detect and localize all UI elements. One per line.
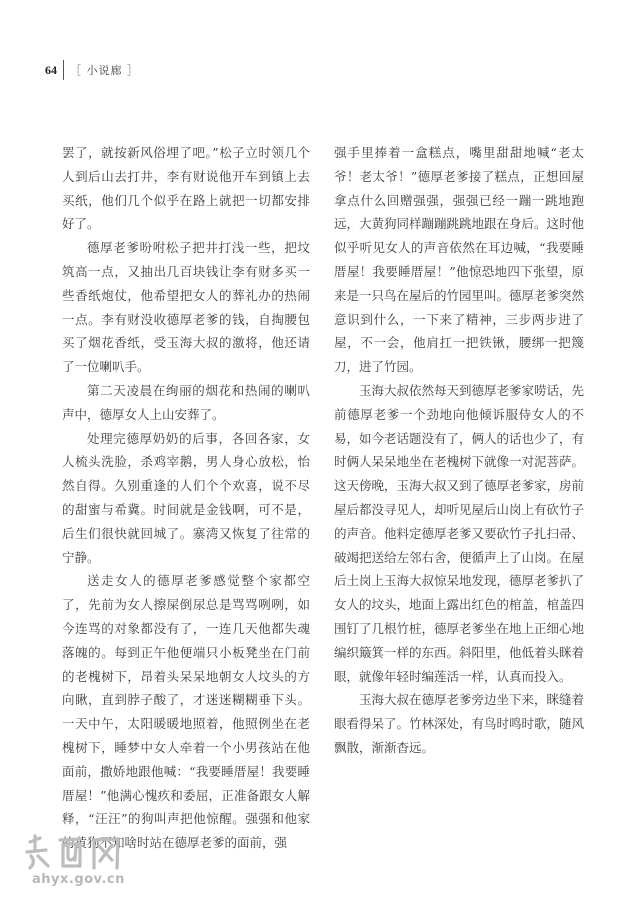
watermark-logo-icon bbox=[22, 832, 126, 872]
paragraph: 送走女人的德厚老爹感觉整个家都空了，先前为女人擦屎倒尿总是骂骂咧咧，如今连骂的对象都没有了，一连几天他都失魂落魄的。每到正午他便端只小板凳坐在门前的老槐树下，昂着头呆呆地朝女人坟头的方向瞅，直到脖子酸了，才迷迷糊糊垂下头。一天中午，太阳暖暖地照着，他照例坐在老槐树下，睡梦中女人牵着一个小男孩站在他面前，撒娇地跟他喊：“我要睡厝屋！我要睡厝屋！”他满心愧疚和委屈，正准备跟女人解释，“汪汪”的狗叫声把他惊醒。强强和他家的黄狗不知啥时站在德厚老爹的面前，强 bbox=[62, 573, 310, 851]
paragraph: 罢了，就按新风俗埋了吧。”松子立时领几个人到后山去打井，李有财说他开车到镇上去买纸，他们几个似乎在路上就把一切都安排好了。 bbox=[62, 145, 310, 232]
paragraph: 第二天凌晨在绚丽的烟花和热闹的喇叭声中，德厚女人上山安葬了。 bbox=[62, 382, 310, 422]
section-label: ［ 小说廊 ］ bbox=[70, 64, 139, 77]
paragraph: 处理完德厚奶奶的后事，各回各家，女人梳头洗脸，杀鸡宰鹅，男人身心放松，怡然自得。久别重逢的人们个个欢喜，说不尽的甜蜜与希冀。时间就是金钱啊，可不是，后生们很快就回城了。寨湾又恢复了往常的宁静。 bbox=[62, 430, 310, 565]
paragraph: 强手里捧着一盒糕点，嘴里甜甜地喊“老太爷！老太爷！”德厚老爹接了糕点，正想回屋拿点什么回赠强强，强强已经一蹦一跳地跑远，大黄狗同样蹦蹦跳跳地跟在身后。这时他似乎听见女人的声音依然在耳边喊，“我要睡厝屋！我要睡厝屋！”他惊恐地四下张望，原来是一只鸟在屋后的竹园里叫。德厚老爹突然意识到什么，一下来了精神，三步两步进了屋，不一会，他肩扛一把铁锹，腰绑一把篾刀，进了竹园。 bbox=[334, 145, 585, 375]
site-watermark bbox=[22, 832, 142, 892]
paragraph: 玉海大叔在德厚老爹旁边坐下来，眯缝着眼看得呆了。竹林深处，有鸟时鸣时歌，随风飘散，渐渐杳远。 bbox=[334, 692, 585, 755]
header-divider bbox=[63, 60, 64, 80]
right-column bbox=[334, 141, 584, 760]
watermark-url: ahyx.gov.cn bbox=[32, 872, 125, 887]
page-number: 64 bbox=[45, 62, 57, 77]
paragraph: 德厚老爹吩咐松子把井打浅一些，把坟筑高一点，又抽出几百块钱让李有财多买一些香纸炮仗，他希望把女人的葬礼办的热闹一点。李有财没收德厚老爹的钱，自掏腰包买了烟花香纸，受玉海大叔的激将，他还请了一位喇叭手。 bbox=[62, 240, 310, 375]
left-column bbox=[62, 141, 310, 855]
page-header bbox=[45, 60, 139, 80]
paragraph: 玉海大叔依然每天到德厚老爹家唠话，先前德厚老爹一个劲地向他倾诉服侍女人的不易，如今老话题没有了，俩人的话也少了，有时俩人呆呆地坐在老槐树下就像一对泥菩萨。这天傍晚，玉海大叔又到了德厚老爹家，房前屋后都没寻见人，却听见屋后山岗上有砍竹子的声音。他料定德厚老爹又要砍竹子扎扫帚、破竭把送给左邻右舍，便循声上了山岗。在屋后土岗上玉海大叔惊呆地发现，德厚老爹扒了女人的坟头，地面上露出红色的棺盖，棺盖四围钉了几根竹桩，德厚老爹坐在地上正细心地编织簸箕一样的东西。斜阳里，他低着头眯着眼，就像年轻时编莲活一样，认真而投入。 bbox=[334, 382, 585, 684]
